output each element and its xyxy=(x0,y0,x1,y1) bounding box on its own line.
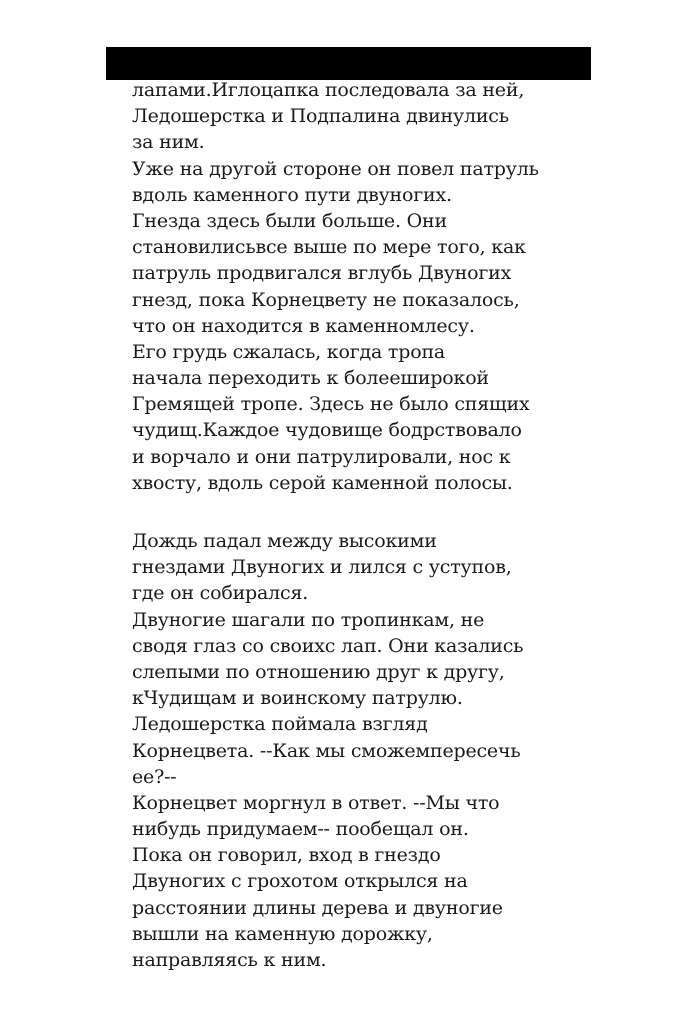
text-line: нибудь придумаем-- пообещал он. xyxy=(132,818,469,841)
text-line: слепыми по отношению друг к другу, xyxy=(132,660,505,683)
text-line: начала переходить к болееширокой xyxy=(132,367,489,390)
text-line: хвосту, вдоль серой каменной полосы. xyxy=(132,471,513,494)
text-line: Двуногих с грохотом открылся на xyxy=(132,870,468,893)
paragraph-1 xyxy=(132,77,602,496)
text-line: чудищ.Каждое чудовище бодрствовало xyxy=(132,419,522,442)
text-line: вдоль каменного пути двуногих. xyxy=(132,183,452,206)
text-line: расстоянии длины дерева и двуногие xyxy=(132,896,503,919)
text-line: сводя глаз со своихс лап. Они казались xyxy=(132,634,524,657)
text-line: вышли на каменную дорожку, xyxy=(132,922,433,945)
text-line: Пока он говорил, вход в гнездо xyxy=(132,844,441,867)
text-line: лапами.Иглоцапка последовала за ней, xyxy=(132,79,525,101)
text-line: за ним. xyxy=(132,131,205,154)
redaction-bar xyxy=(106,47,591,80)
text-line: Ледошерстка поймала взгляд xyxy=(132,713,428,736)
text-line: Корнецвета. --Как мы сможемпересечь xyxy=(132,739,521,762)
text-line: Дождь падал между высокими xyxy=(132,530,437,552)
text-line: и ворчало и они патрулировали, нос к xyxy=(132,445,511,468)
paragraph-2 xyxy=(132,528,602,973)
text-line: гнездами Двуногих и лился с уступов, xyxy=(132,556,512,579)
text-line: ее?-- xyxy=(132,765,177,788)
text-line: Гнезда здесь были больше. Они xyxy=(132,209,447,232)
text-line: Двуногие шагали по тропинкам, не xyxy=(132,608,485,631)
text-line: Его грудь сжалась, когда тропа xyxy=(132,340,446,363)
text-line: направляясь к ним. xyxy=(132,949,327,971)
text-line: что он находится в каменномлесу. xyxy=(132,314,475,337)
text-line: Ледошерстка и Подпалина двинулись xyxy=(132,105,509,128)
text-line: становилисьвсе выше по мере того, как xyxy=(132,236,526,259)
text-line: Гремящей тропе. Здесь не было спящих xyxy=(132,393,530,416)
text-line: кЧудищам и воинскому патрулю. xyxy=(132,687,463,710)
text-line: патруль продвигался вглубь Двуногих xyxy=(132,262,512,285)
text-line: Корнецвет моргнул в ответ. --Мы что xyxy=(132,791,500,814)
text-line: Уже на другой стороне он повел патруль xyxy=(132,157,539,180)
text-line: где он собирался. xyxy=(132,582,309,605)
text-line: гнезд, пока Корнецвету не показалось, xyxy=(132,288,520,311)
